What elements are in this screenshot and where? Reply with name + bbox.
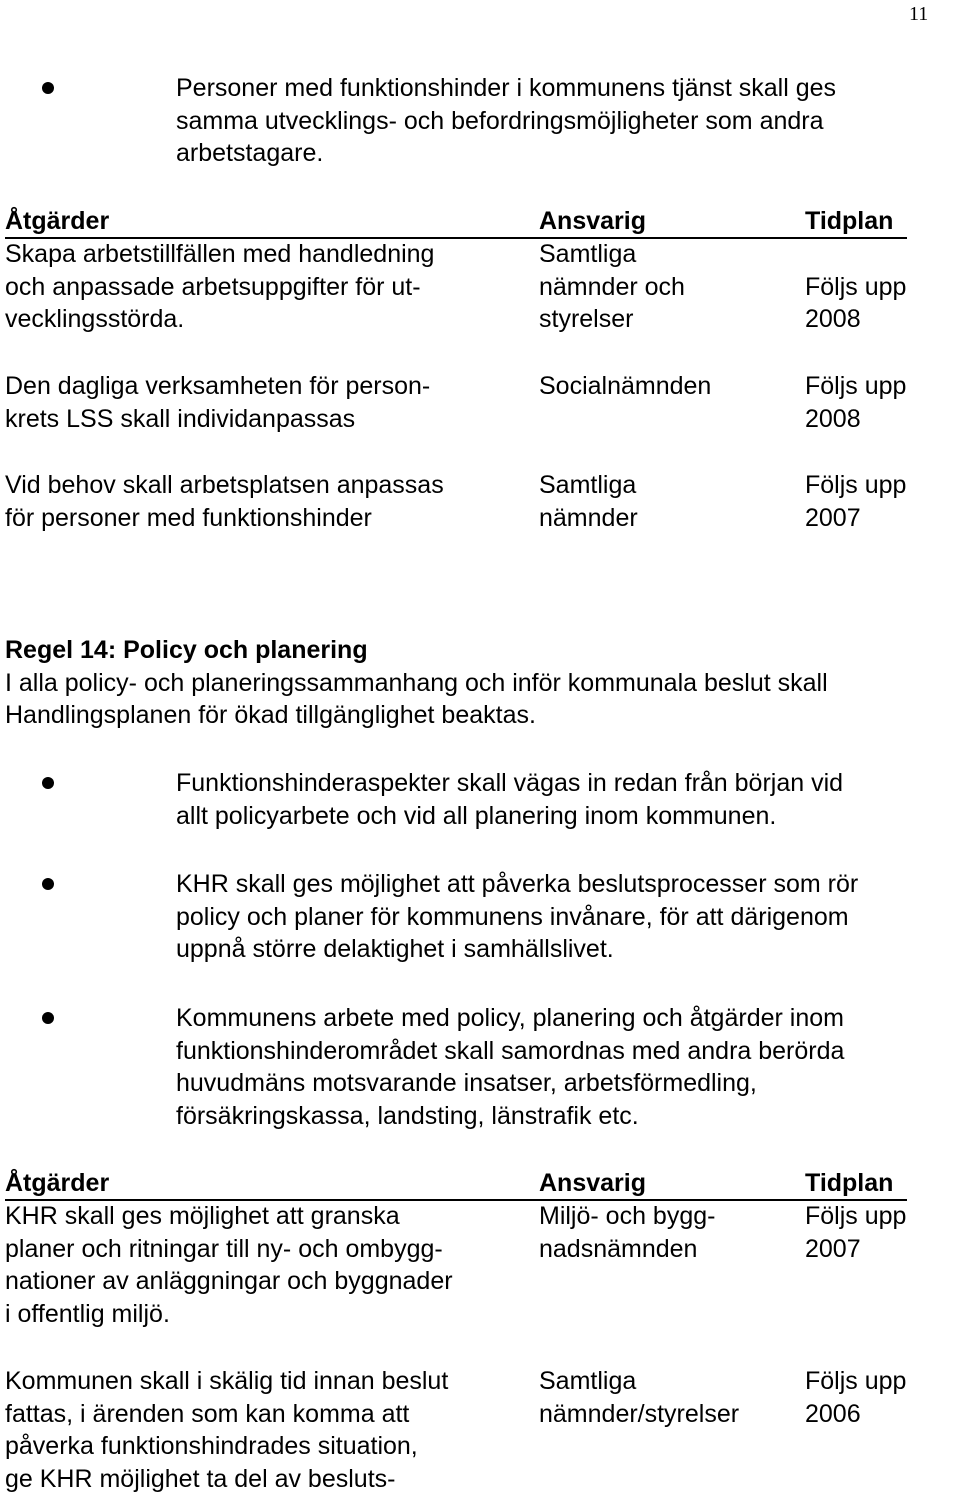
row-schedule: Följs upp 2007 (805, 1202, 907, 1263)
bullet-text: KHR skall ges möjlighet att påverka beslutsprocesser som rör policy och planer för kommunens invånare, för att därigenom uppnå större delaktighet i samhällslivet. (176, 870, 859, 963)
bullet-icon (42, 1012, 54, 1024)
bullet-icon (42, 82, 54, 94)
row-schedule: Följs upp 2008 (805, 372, 907, 433)
row-action: Skapa arbetstillfällen med handledning och anpassade arbetsuppgifter för ut- vecklingsstörda. (5, 240, 435, 333)
row-action: KHR skall ges möjlighet att granska planer och ritningar till ny- och ombygg- nationer av anläggningar och byggnader i offentlig miljö. (5, 1202, 453, 1328)
bullet-text: Funktionshinderaspekter skall vägas in redan från början vid allt policyarbete och vid all planering inom kommunen. (176, 769, 844, 830)
list-item (6, 72, 960, 170)
header-actions: Åtgärder (5, 207, 110, 235)
bullet-text: Personer med funktionshinder i kommunens tjänst skall ges samma utvecklings- och befordringsmöjligheter som andra arbetstagare. (176, 74, 837, 167)
table-header-2 (5, 1167, 907, 1201)
bullet-text: Kommunens arbete med policy, planering och åtgärder inom funktionshinderområdet skall samordnas med andra berörda huvudmäns motsvarande insatser, arbetsförmedling, försäkringskassa, landsting, länstrafik etc. (176, 1004, 845, 1130)
bullet-icon (42, 777, 54, 789)
list-item (6, 767, 960, 832)
header-schedule: Tidplan (805, 1169, 894, 1197)
row-schedule: Följs upp 2008 (805, 272, 907, 333)
row-action: Kommunen skall i skälig tid innan beslut fattas, i ärenden som kan komma att påverka funktionshindrades situation, ge KHR möjlighet ta del av besluts- (5, 1367, 449, 1493)
section-heading: Regel 14: Policy och planering (5, 636, 368, 664)
header-responsible: Ansvarig (539, 1169, 646, 1197)
row-schedule: Följs upp 2006 (805, 1367, 907, 1428)
table-header-1 (5, 205, 907, 239)
rule-section (5, 634, 960, 732)
row-responsible: Miljö- och bygg- nadsnämnden (539, 1202, 716, 1263)
row-responsible: Socialnämnden (539, 372, 712, 400)
row-action: Vid behov skall arbetsplatsen anpassas för personer med funktionshinder (5, 471, 444, 532)
bullet-icon (42, 878, 54, 890)
row-schedule: Följs upp 2007 (805, 471, 907, 532)
header-schedule: Tidplan (805, 207, 894, 235)
row-responsible: Samtliga nämnder och styrelser (539, 240, 685, 333)
row-action: Den dagliga verksamheten för person- krets LSS skall individanpassas (5, 372, 431, 433)
header-responsible: Ansvarig (539, 207, 646, 235)
page-number: 11 (909, 3, 929, 25)
list-item (6, 1002, 960, 1132)
section-paragraph: I alla policy- och planeringssammanhang och inför kommunala beslut skall Handlingsplanen för ökad tillgänglighet beaktas. (5, 668, 828, 729)
row-responsible: Samtliga nämnder/styrelser (539, 1367, 740, 1428)
row-responsible: Samtliga nämnder (539, 471, 638, 532)
list-item (6, 868, 960, 966)
header-actions: Åtgärder (5, 1169, 110, 1197)
